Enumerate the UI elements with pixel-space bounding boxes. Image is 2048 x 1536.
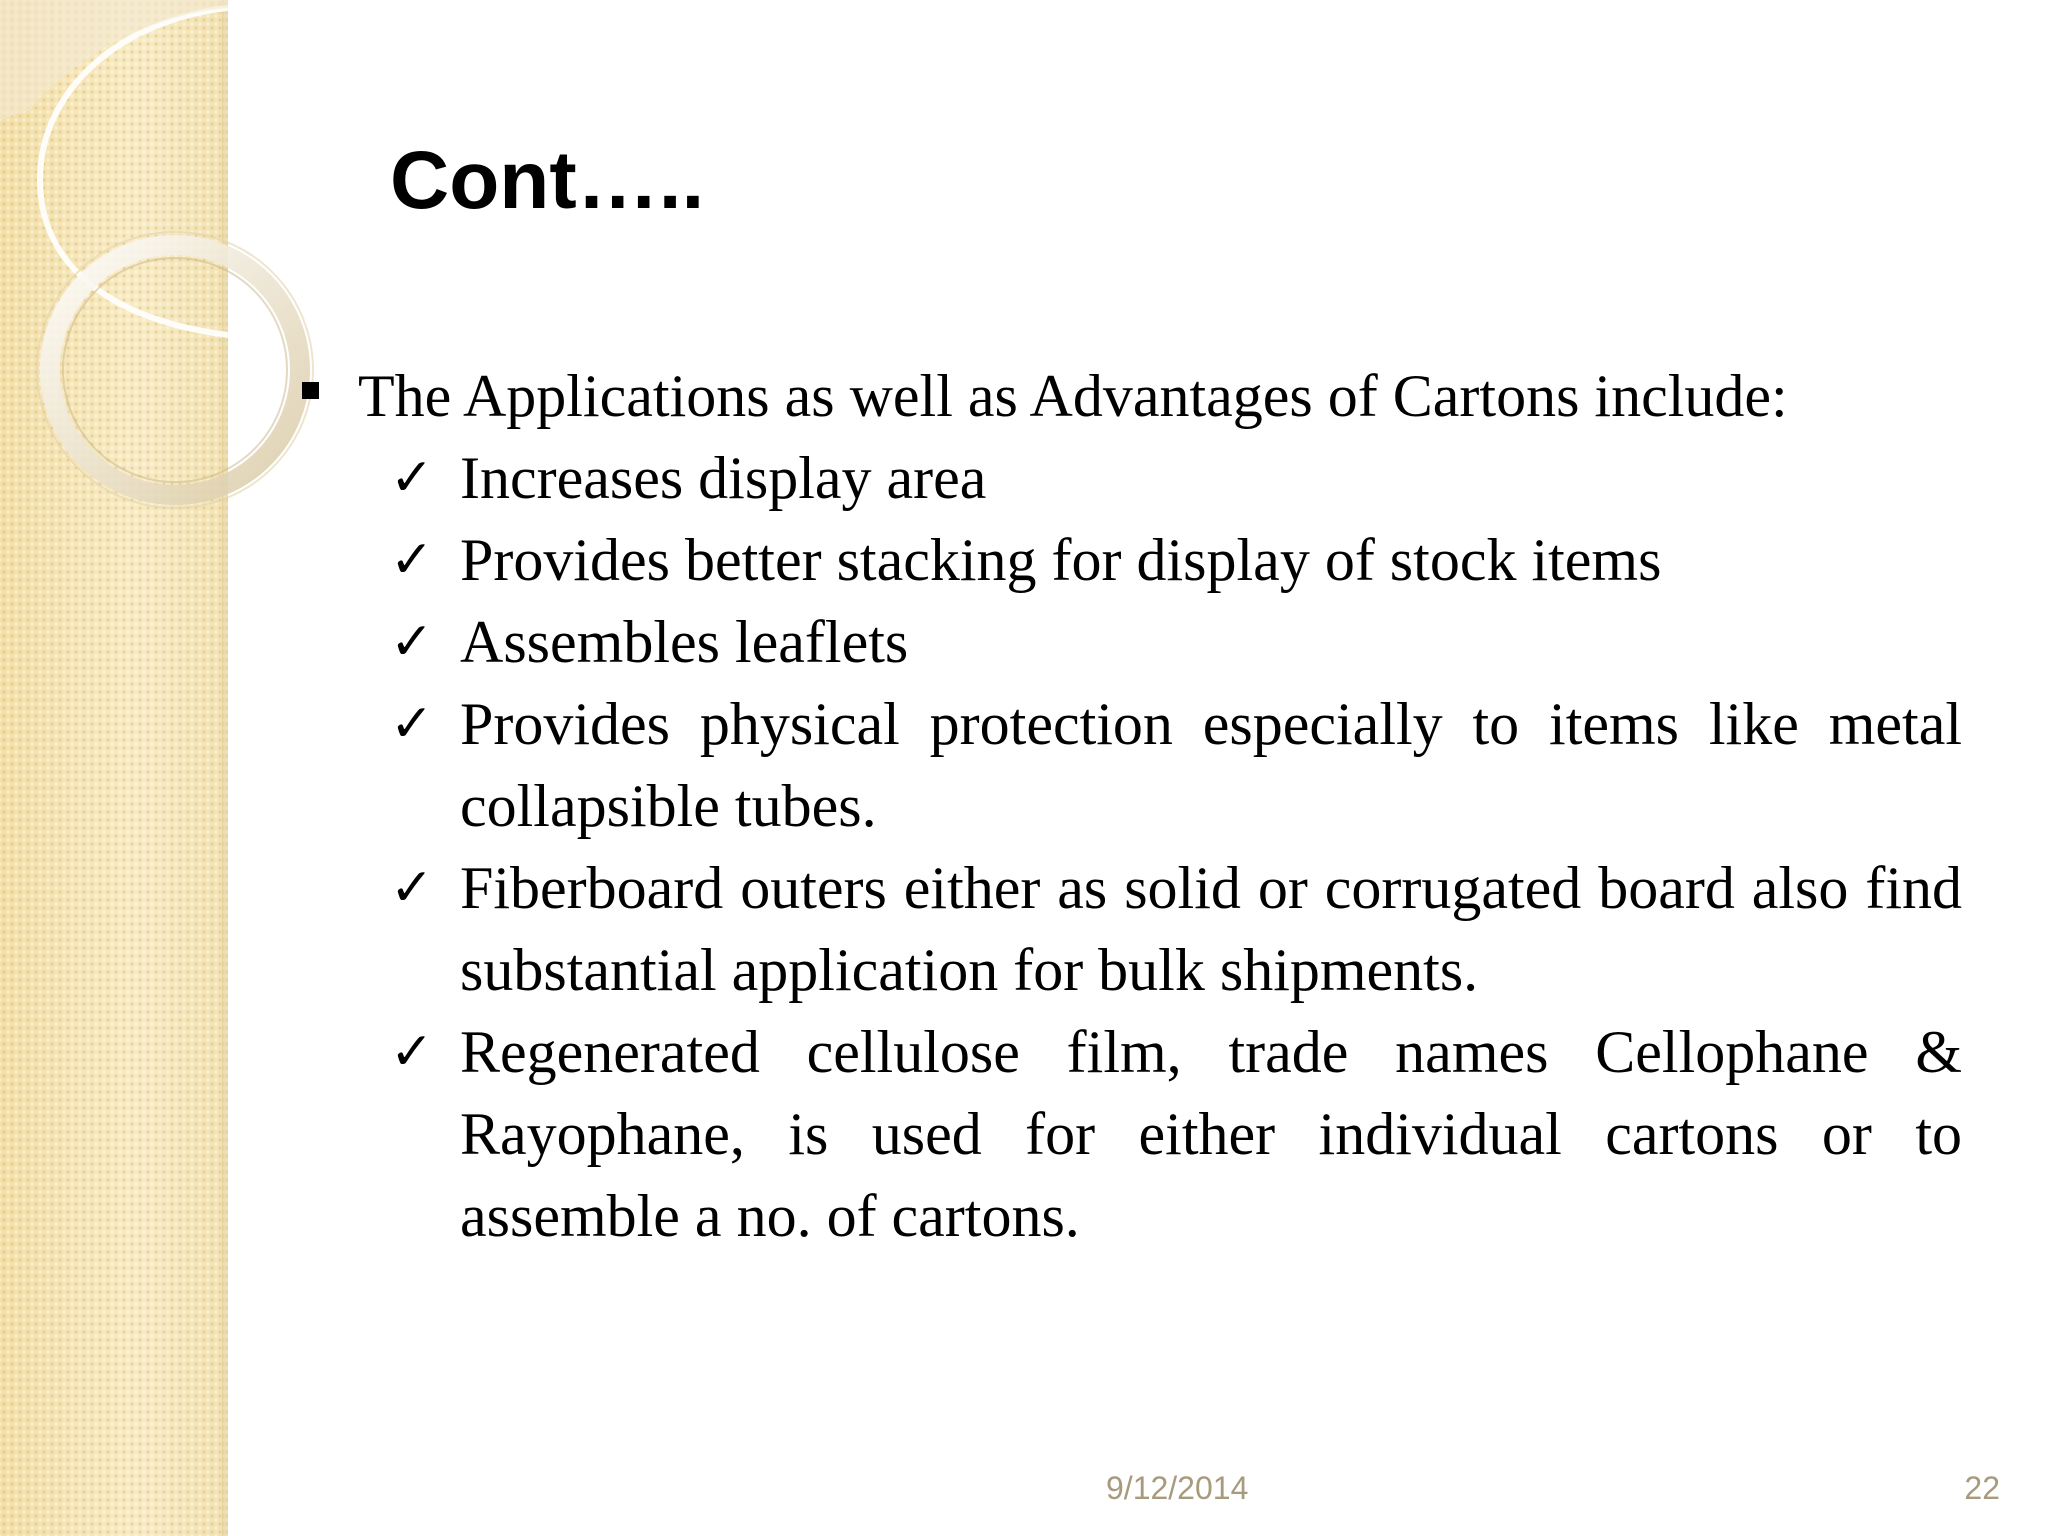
list-item <box>390 519 1962 601</box>
list-item-text: Fiberboard outers either as solid or corrugated board also find substantial application for bulk shipments. <box>460 855 1962 1003</box>
list-item <box>390 437 1962 519</box>
list-item <box>390 601 1962 683</box>
check-mark-icon: ✓ <box>390 858 434 918</box>
list-item <box>390 1011 1962 1257</box>
advantages-list <box>290 437 1962 1257</box>
list-item-text: Assembles leaflets <box>460 609 909 675</box>
check-mark-icon: ✓ <box>390 694 434 754</box>
check-mark-icon: ✓ <box>390 1022 434 1082</box>
slide-number: 22 <box>1964 1470 2000 1506</box>
list-item-text: Provides better stacking for display of stock items <box>460 527 1662 593</box>
slide-title: Cont….. <box>390 135 705 226</box>
list-item <box>390 683 1962 847</box>
list-item-text: Increases display area <box>460 445 987 511</box>
slide-content <box>290 355 1962 1257</box>
check-mark-icon: ✓ <box>390 530 434 590</box>
check-mark-icon: ✓ <box>390 448 434 508</box>
list-item-text: Regenerated cellulose film, trade names Cellophane & Rayophane, is used for either individual cartons or to assemble a no. of cartons. <box>460 1019 1962 1249</box>
intro-bullet <box>290 355 1962 437</box>
decorative-rings-graphic <box>0 0 240 520</box>
check-mark-icon: ✓ <box>390 612 434 672</box>
intro-text: The Applications as well as Advantages of Cartons include: <box>358 363 1788 429</box>
square-bullet-icon <box>302 382 319 399</box>
footer-date: 9/12/2014 <box>1106 1470 1249 1506</box>
list-item-text: Provides physical protection especially to items like metal collapsible tubes. <box>460 691 1962 839</box>
list-item <box>390 847 1962 1011</box>
